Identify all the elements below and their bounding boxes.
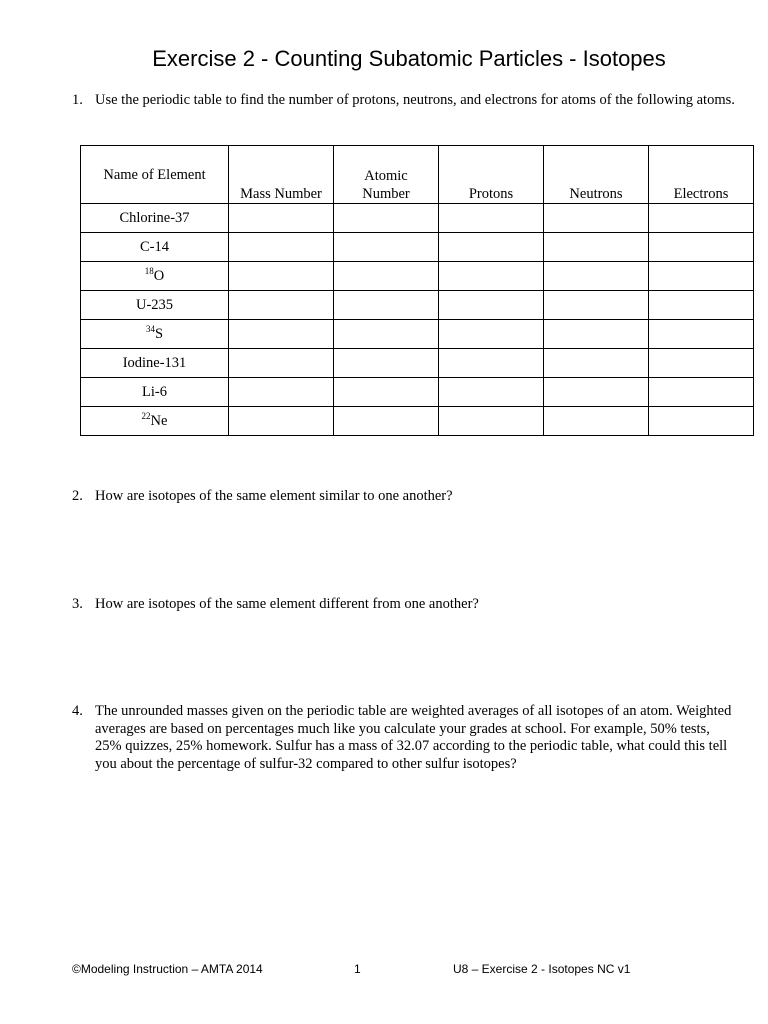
question-4 [72,703,736,773]
atomic-number-cell[interactable] [334,262,439,291]
question-3 [72,596,736,614]
element-name-cell [81,407,229,436]
element-name: Li-6 [142,383,167,400]
header-mass-number: Mass Number [229,146,334,204]
question-number: 3. [72,596,83,612]
element-name-cell [81,378,229,407]
header-electrons: Electrons [649,146,754,204]
element-name: Ne [150,412,168,429]
atomic-number-cell[interactable] [334,349,439,378]
header-atomic-line1: Atomic [364,168,408,184]
mass-number-superscript: 34 [145,323,155,334]
question-text: How are isotopes of the same element different from one another? [95,596,479,612]
element-name-cell [81,291,229,320]
element-name: C-14 [140,238,169,255]
table-row [81,407,754,436]
neutrons-cell[interactable] [544,262,649,291]
question-text: How are isotopes of the same element similar to one another? [95,488,453,504]
neutrons-cell[interactable] [544,291,649,320]
element-name-cell [81,320,229,349]
mass-number-cell[interactable] [229,320,334,349]
electrons-cell[interactable] [649,407,754,436]
protons-cell[interactable] [439,233,544,262]
mass-number-cell[interactable] [229,407,334,436]
element-name: U-235 [135,296,174,313]
mass-number-superscript: 22 [141,410,151,421]
header-name-of-element: Name of Element [81,146,229,204]
table-row [81,204,754,233]
mass-number-cell[interactable] [229,204,334,233]
atomic-number-cell[interactable] [334,320,439,349]
neutrons-cell[interactable] [544,378,649,407]
question-2 [72,488,736,506]
header-atomic-number [334,146,439,204]
element-name: Chlorine-37 [119,209,190,226]
electrons-cell[interactable] [649,204,754,233]
atomic-number-cell[interactable] [334,378,439,407]
element-name-cell [81,349,229,378]
header-atomic-line2: Number [362,186,410,202]
mass-number-cell[interactable] [229,378,334,407]
neutrons-cell[interactable] [544,320,649,349]
electrons-cell[interactable] [649,320,754,349]
header-protons: Protons [439,146,544,204]
electrons-cell[interactable] [649,233,754,262]
footer-page-number: 1 [354,962,361,976]
question-text: Use the periodic table to find the number of protons, neutrons, and electrons for atoms of the following atoms. [95,92,735,108]
element-name: O [153,267,165,284]
question-text: The unrounded masses given on the periodic table are weighted averages of all isotopes of an atom. Weighted averages are based on percentages much like you calculate your grades at school. For example, 50% tests, 25% quizzes, 25% homework. Sulfur has a mass of 32.07 according to the periodic table, what could this tell you about the percentage of sulfur-32 compared to other sulfur isotopes? [95,703,732,772]
neutrons-cell[interactable] [544,407,649,436]
neutrons-cell[interactable] [544,349,649,378]
header-neutrons: Neutrons [544,146,649,204]
protons-cell[interactable] [439,407,544,436]
protons-cell[interactable] [439,378,544,407]
element-name: S [154,325,164,342]
mass-number-superscript: 18 [144,265,154,276]
element-name-cell [81,204,229,233]
element-name: Iodine-131 [122,354,187,371]
element-name-cell [81,233,229,262]
atomic-number-cell[interactable] [334,233,439,262]
table-row [81,262,754,291]
question-number: 1. [72,92,83,108]
neutrons-cell[interactable] [544,204,649,233]
electrons-cell[interactable] [649,349,754,378]
mass-number-cell[interactable] [229,291,334,320]
electrons-cell[interactable] [649,291,754,320]
table-row [81,233,754,262]
protons-cell[interactable] [439,349,544,378]
question-number: 2. [72,488,83,504]
mass-number-cell[interactable] [229,349,334,378]
table-row [81,349,754,378]
electrons-cell[interactable] [649,378,754,407]
table-row [81,291,754,320]
page-title: Exercise 2 - Counting Subatomic Particles - Isotopes [152,46,666,71]
protons-cell[interactable] [439,204,544,233]
footer-copyright: ©Modeling Instruction – AMTA 2014 [72,962,263,976]
isotope-table [80,145,754,436]
protons-cell[interactable] [439,320,544,349]
mass-number-cell[interactable] [229,262,334,291]
protons-cell[interactable] [439,262,544,291]
table-row [81,320,754,349]
mass-number-cell[interactable] [229,233,334,262]
electrons-cell[interactable] [649,262,754,291]
table-row [81,378,754,407]
question-1 [72,92,736,110]
atomic-number-cell[interactable] [334,407,439,436]
neutrons-cell[interactable] [544,233,649,262]
atomic-number-cell[interactable] [334,204,439,233]
question-number: 4. [72,703,83,719]
atomic-number-cell[interactable] [334,291,439,320]
protons-cell[interactable] [439,291,544,320]
table-header-row [81,146,754,204]
element-name-cell [81,262,229,291]
footer-doc-id: U8 – Exercise 2 - Isotopes NC v1 [453,962,631,976]
